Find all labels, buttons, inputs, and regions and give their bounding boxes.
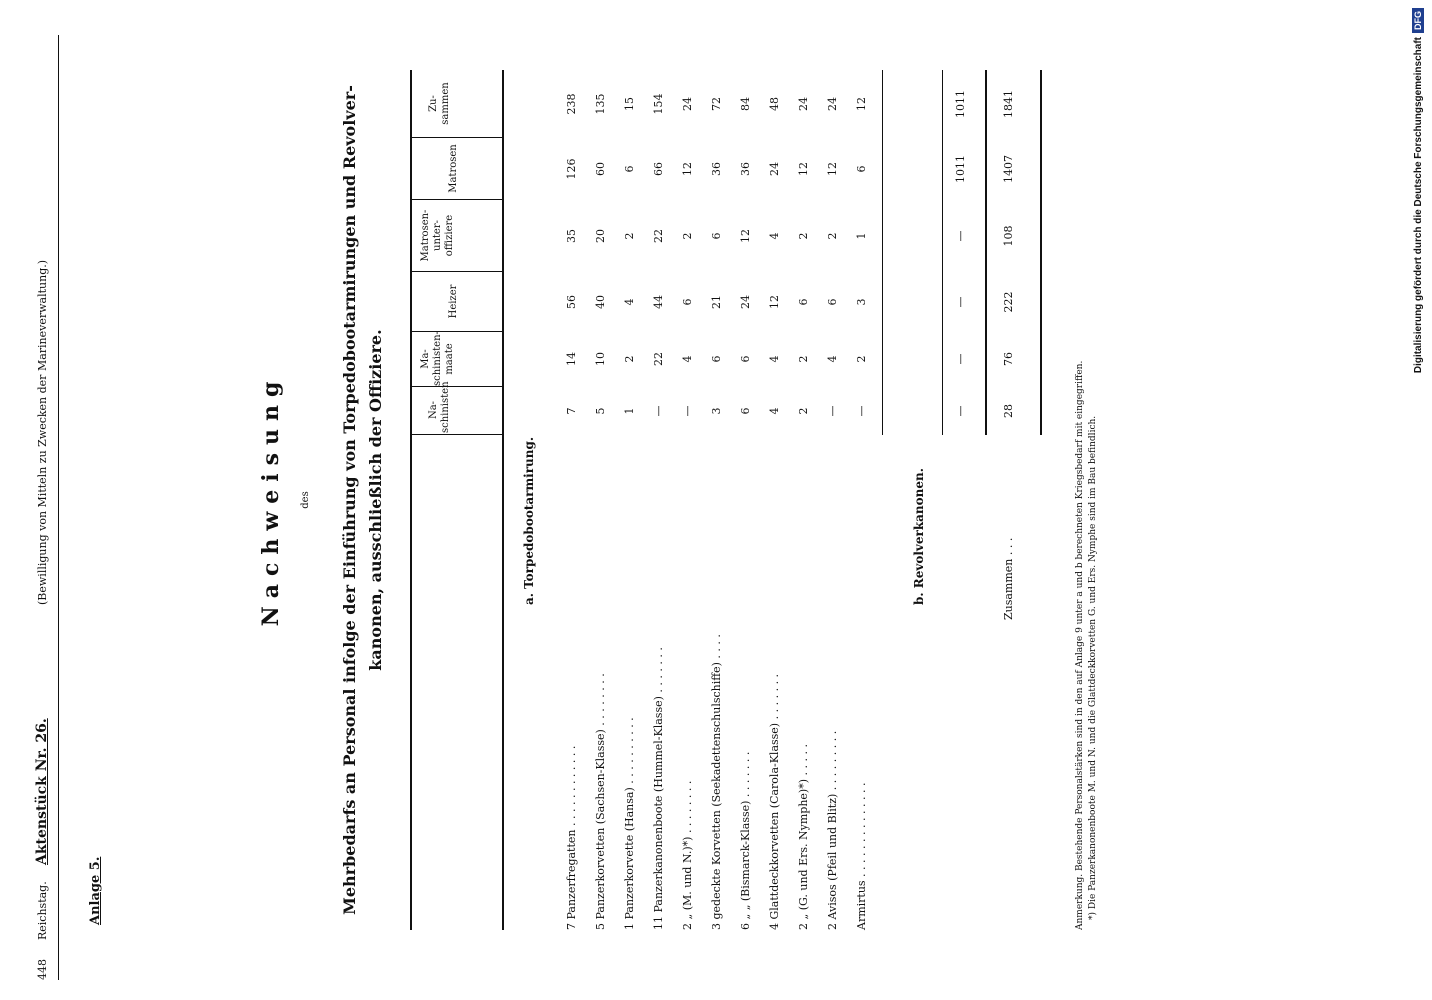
cell-matrosen: 36: [739, 162, 752, 176]
cell-maschinistenmaate: 76: [1002, 352, 1015, 366]
sponsor-strip: [1404, 0, 1432, 1000]
cell-heizer: 40: [594, 295, 607, 309]
cell-heizer: —: [954, 296, 967, 308]
row-label: 11 Panzerkanonenboote (Hummel-Klasse) . . . . . . .: [652, 647, 665, 930]
sponsor-text-wrap: [1404, 0, 1432, 1000]
cell-maschinisten: 7: [565, 407, 578, 415]
section-b-top-rule: [942, 70, 943, 435]
anlage-label: Anlage 5.: [88, 856, 103, 925]
row-label: 2 „ (M. und N.)*) . . . . . . . .: [681, 780, 694, 930]
cell-zusammen: 154: [652, 93, 665, 115]
subtitle-line1: Mehrbedarfs an Personal infolge der Einführung von Torpedobootarmirungen und Revolver-: [340, 85, 359, 915]
cell-maschinisten: —: [855, 405, 868, 417]
cell-matrosen: 12: [681, 162, 694, 176]
cell-matrosenunteroffiziere: 2: [681, 232, 694, 240]
cell-maschinistenmaate: —: [954, 353, 967, 365]
cell-heizer: 6: [681, 298, 694, 306]
cell-heizer: 3: [855, 298, 868, 306]
page-number: 448: [36, 959, 49, 980]
cell-maschinisten: 6: [739, 407, 752, 415]
cell-matrosen: 6: [623, 165, 636, 173]
row-label: 5 Panzerkorvetten (Sachsen-Klasse) . . . . . . . .: [594, 673, 607, 930]
cell-heizer: 4: [623, 298, 636, 306]
cell-maschinistenmaate: 4: [826, 355, 839, 363]
cell-matrosen: 24: [768, 162, 781, 176]
header-title: (Bewilligung von Mitteln zu Zwecken der Marineverwaltung.): [36, 259, 49, 605]
cell-maschinistenmaate: 4: [681, 355, 694, 363]
cell-matrosen: 12: [826, 162, 839, 176]
cell-zusammen: 24: [797, 97, 810, 111]
total-bottom-rule: [1040, 70, 1042, 435]
cell-zusammen: 238: [565, 93, 578, 115]
page-title: Nachweisung: [258, 373, 284, 627]
cell-zusammen: 1011: [954, 90, 967, 118]
cell-matrosenunteroffiziere: 1: [855, 232, 868, 240]
cell-heizer: 12: [768, 295, 781, 309]
note-anmerkung: Anmerkung. Bestehende Personalstärken sind in den auf Anlage 9 unter a und b berechneten Kriegsbedarf mit eingegriffen.: [1075, 360, 1085, 930]
cell-maschinisten: 3: [710, 407, 723, 415]
col-header-matrosenunteroffiziere: Matrosen- unter- offiziere: [420, 209, 455, 262]
col-header-maschinistenmaate: Ma- schinisten- maate: [420, 331, 455, 386]
cell-matrosen: 60: [594, 162, 607, 176]
cell-maschinisten: 5: [594, 407, 607, 415]
cell-matrosen: 1011: [954, 155, 967, 183]
cell-maschinistenmaate: 10: [594, 352, 607, 366]
cell-heizer: 6: [826, 298, 839, 306]
cell-matrosen: 36: [710, 162, 723, 176]
cell-heizer: 44: [652, 295, 665, 309]
cell-maschinisten: —: [681, 405, 694, 417]
cell-heizer: 6: [797, 298, 810, 306]
col-header-heizer: Heizer: [448, 284, 459, 319]
cell-maschinisten: —: [826, 405, 839, 417]
cell-zusammen: 12: [855, 97, 868, 111]
cell-matrosenunteroffiziere: 12: [739, 229, 752, 243]
cell-maschinistenmaate: 2: [623, 355, 636, 363]
header-akten: Aktenstück Nr. 26.: [34, 718, 50, 865]
col-header-zusammen: Zu- sammen: [428, 82, 451, 125]
cell-zusammen: 48: [768, 97, 781, 111]
cell-zusammen: 135: [594, 93, 607, 115]
section-b-heading: b. Revolverkanonen.: [912, 468, 926, 605]
cell-zusammen: 15: [623, 97, 636, 111]
cell-matrosen: 12: [797, 162, 810, 176]
cell-zusammen: 24: [826, 97, 839, 111]
cell-maschinistenmaate: 6: [710, 355, 723, 363]
sponsor-text: Digitalisierung gefördert durch die Deutsche Forschungsgemeinschaft: [1412, 37, 1424, 374]
col-header-maschinisten: Na- schinisten: [428, 381, 451, 433]
row-label: 4 Glattdeckkorvetten (Carola-Klasse) . . . . . . .: [768, 673, 781, 930]
cell-matrosenunteroffiziere: 2: [826, 232, 839, 240]
cell-matrosenunteroffiziere: 108: [1002, 225, 1015, 247]
cell-matrosenunteroffiziere: 20: [594, 229, 607, 243]
dfg-logo: DFG: [1412, 8, 1424, 33]
cell-heizer: 24: [739, 295, 752, 309]
cell-matrosenunteroffiziere: 4: [768, 232, 781, 240]
cell-maschinisten: —: [652, 405, 665, 417]
total-top-rule: [985, 70, 987, 435]
cell-heizer: 56: [565, 295, 578, 309]
row-label: 7 Panzerfregatten . . . . . . . . . . . .: [565, 745, 578, 930]
header-prefix: Reichstag.: [36, 881, 49, 940]
row-label: 3 gedeckte Korvetten (Seekadettenschulschiffe) . . . .: [710, 634, 723, 930]
cell-maschinistenmaate: 2: [797, 355, 810, 363]
cell-maschinisten: 2: [797, 407, 810, 415]
section-a-rule: [882, 70, 883, 435]
cell-maschinistenmaate: 22: [652, 352, 665, 366]
cell-matrosenunteroffiziere: 22: [652, 229, 665, 243]
cell-maschinistenmaate: 2: [855, 355, 868, 363]
cell-matrosen: 126: [565, 158, 578, 180]
cell-maschinistenmaate: 4: [768, 355, 781, 363]
col-header-matrosen: Matrosen: [448, 144, 459, 193]
cell-heizer: 222: [1002, 291, 1015, 313]
subtitle-line2: kanonen, ausschließlich der Offiziere.: [366, 329, 385, 671]
cell-matrosenunteroffiziere: 35: [565, 229, 578, 243]
cell-matrosenunteroffiziere: 6: [710, 232, 723, 240]
cell-maschinisten: 28: [1002, 404, 1015, 418]
cell-maschinisten: 1: [623, 407, 636, 415]
cell-matrosenunteroffiziere: 2: [623, 232, 636, 240]
cell-zusammen: 1841: [1002, 90, 1015, 118]
row-label: 6 „ „ (Bismarck-Klasse) . . . . . . .: [739, 751, 752, 930]
section-a-heading: a. Torpedobootarmirung.: [522, 436, 536, 605]
row-label: 2 Avisos (Pfeil und Blitz) . . . . . . . . .: [826, 730, 839, 930]
cell-zusammen: 24: [681, 97, 694, 111]
header-col-divider: [412, 386, 502, 387]
cell-zusammen: 72: [710, 97, 723, 111]
cell-maschinisten: 4: [768, 407, 781, 415]
row-label: 1 Panzerkorvette (Hansa) . . . . . . . . . .: [623, 717, 636, 930]
title-des: des: [300, 491, 311, 509]
header-col-divider: [412, 434, 502, 435]
cell-matrosen: 6: [855, 165, 868, 173]
cell-matrosen: 66: [652, 162, 665, 176]
total-label: Zusammen . . .: [1002, 537, 1015, 620]
cell-matrosen: 1407: [1002, 155, 1015, 183]
cell-maschinistenmaate: 14: [565, 352, 578, 366]
note-footnote: *) Die Panzerkanonenboote M. und N. und die Glattdeckkorvetten G. und Ers. Nymphe sind im Bau befindlich.: [1088, 415, 1098, 920]
cell-matrosenunteroffiziere: —: [954, 230, 967, 242]
table-bottom-rule: [502, 70, 504, 930]
cell-matrosenunteroffiziere: 2: [797, 232, 810, 240]
row-label: 2 „ (G. und Ers. Nymphe)*) . . . . .: [797, 744, 810, 930]
cell-maschinistenmaate: 6: [739, 355, 752, 363]
cell-heizer: 21: [710, 295, 723, 309]
cell-zusammen: 84: [739, 97, 752, 111]
cell-maschinisten: —: [954, 405, 967, 417]
row-label: Armirtus . . . . . . . . . . . . . .: [855, 782, 868, 930]
header-rule: [58, 35, 59, 980]
